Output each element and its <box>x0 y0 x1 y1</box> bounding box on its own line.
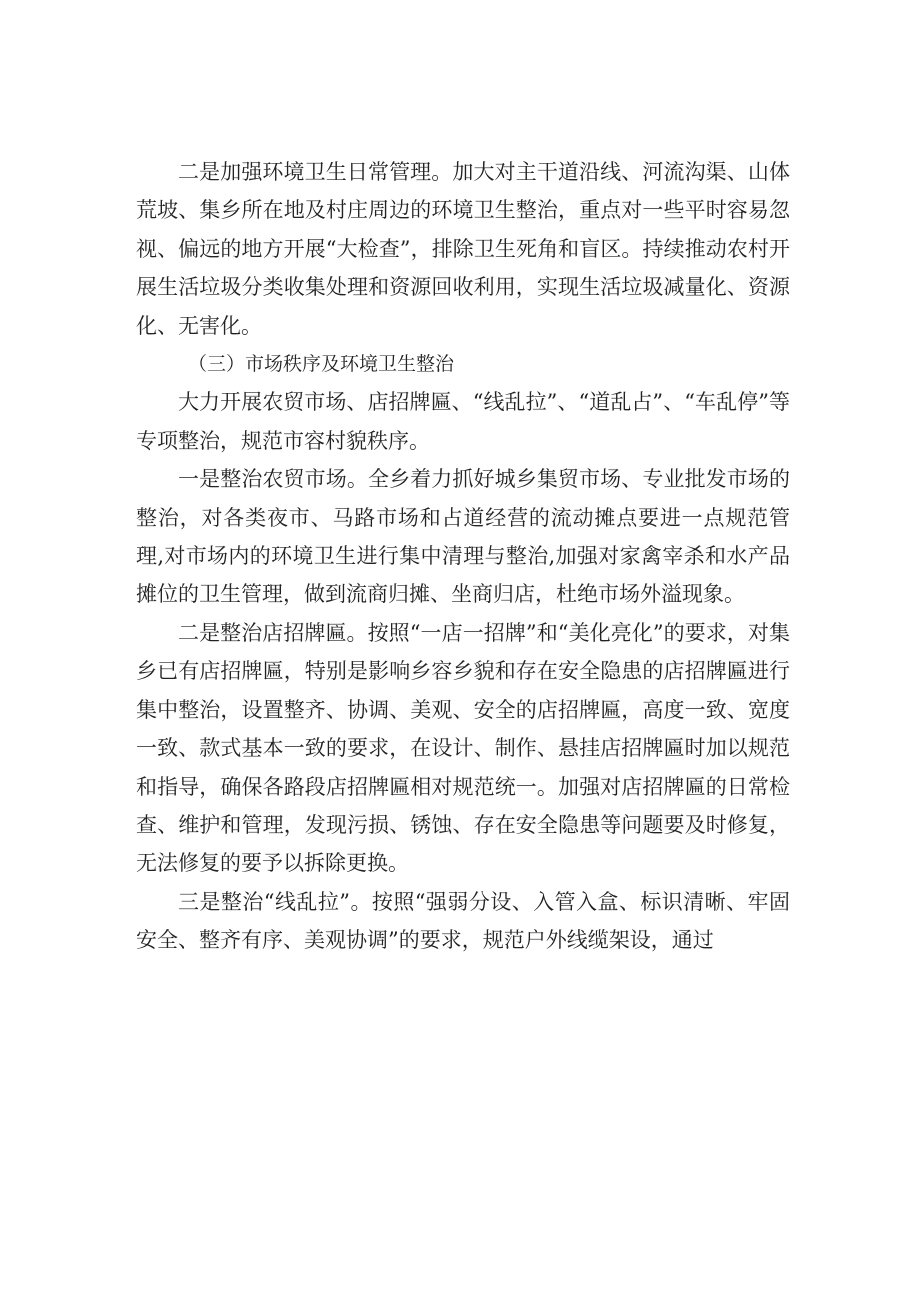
paragraph-farmers-market: 一是整治农贸市场。全乡着力抓好城乡集贸市场、专业批发市场的整治，对各类夜市、马路市场和占道经营的流动摊点要进一点规范管理,对市场内的环境卫生进行集中清理与整治,加强对家禽宰杀和水产品摊位的卫生管理，做到流商归摊、坐商归店，杜绝市场外溢现象。 <box>136 467 790 607</box>
paragraph-shop-signboards: 二是整治店招牌匾。按照“一店一招牌”和“美化亮化”的要求，对集乡已有店招牌匾，特别是影响乡容乡貌和存在安全隐患的店招牌匾进行集中整治，设置整齐、协调、美观、安全的店招牌匾，高度一致、宽度一致、款式基本一致的要求，在设计、制作、悬挂店招牌匾时加以规范和指导，确保各路段店招牌匾相对规范统一。加强对店招牌匾的日常检查、维护和管理，发现污损、锈蚀、存在安全隐患等问题要及时修复，无法修复的要予以拆除更换。 <box>136 620 790 876</box>
paragraph-cable-wiring: 三是整治“线乱拉”。按照“强弱分设、入管入盒、标识清晰、牢固安全、整齐有序、美观协调”的要求，规范户外线缆架设，通过 <box>136 889 790 953</box>
document-body <box>136 153 790 960</box>
section-heading-market-order: （三）市场秩序及环境卫生整治 <box>188 353 455 376</box>
paragraph-special-rectification: 大力开展农贸市场、店招牌匾、“线乱拉”、“道乱占”、“车乱停”等专项整治，规范市容村貌秩序。 <box>136 390 790 453</box>
paragraph-sanitation-management: 二是加强环境卫生日常管理。加大对主干道沿线、河流沟渠、山体荒坡、集乡所在地及村庄周边的环境卫生整治，重点对一些平时容易忽视、偏远的地方开展“大检查”，排除卫生死角和盲区。持续推动农村开展生活垃圾分类收集处理和资源回收利用，实现生活垃圾减量化、资源化、无害化。 <box>136 160 790 338</box>
